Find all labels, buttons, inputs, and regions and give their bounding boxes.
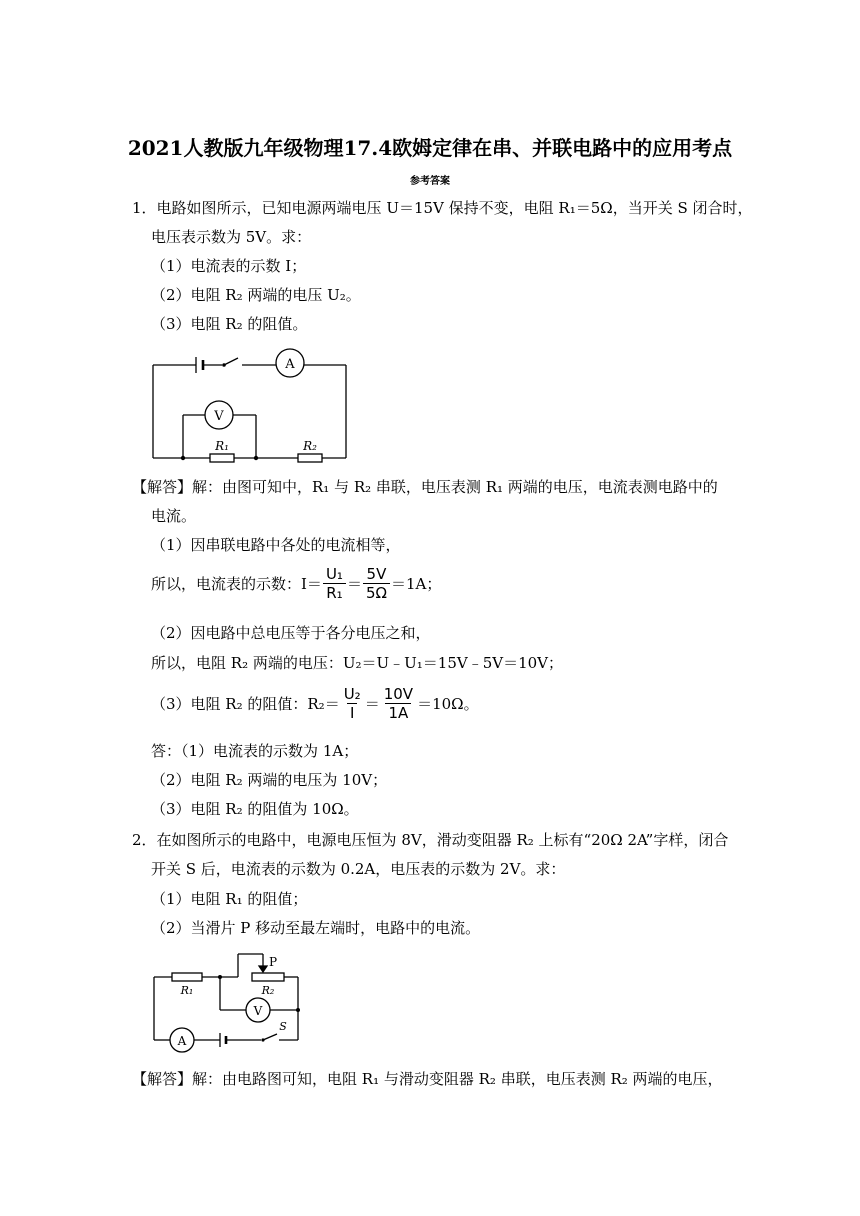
voltmeter-label: V	[214, 409, 224, 424]
q1-step1-formula: 所以，电流表的示数：I＝ $\frac{\text{U₁}}{\text{R₁}}$ ＝ $\frac{5V}{5\Omega}$ ＝1A；	[151, 565, 442, 602]
q2-circuit-diagram	[148, 950, 308, 1060]
fraction-u2-i: $\frac{\text{U₂}}{I}$	[343, 685, 361, 722]
switch-label: S	[279, 1020, 287, 1033]
q2-stem-line2: 开关 S 后，电流表的示数为 0.2A，电压表的示数为 2V。求：	[151, 860, 566, 878]
r1-label: R₁	[215, 439, 229, 453]
r2-label: R₂	[303, 439, 317, 453]
q2-stem-line1: 2．在如图所示的电路中，电源电压恒为 8V，滑动变阻器 R₂ 上标有“20Ω 2A”字样，闭合	[132, 831, 729, 849]
q1-step1-result: ＝1A；	[390, 574, 442, 593]
q1-step2-reason: （2）因电路中总电压等于各分电压之和，	[151, 624, 431, 642]
q1-step2-calc: 所以，电阻 R₂ 两端的电压：U₂＝U﹣U₁＝15V﹣5V＝10V；	[151, 654, 564, 672]
q1-part1: （1）电流表的示数 I；	[151, 257, 307, 275]
q1-solution-line2: 电流。	[151, 507, 197, 525]
q1-step3-prefix: （3）电阻 R₂ 的阻值：R₂＝	[151, 694, 340, 713]
q2-part2: （2）当滑片 P 移动至最左端时，电路中的电流。	[151, 919, 481, 937]
q1-step1-reason: （1）因串联电路中各处的电流相等，	[151, 536, 401, 554]
q1-answer1: 答：（1）电流表的示数为 1A；	[151, 742, 359, 760]
fraction-10v-1a: $\frac{10V}{1A}$	[383, 685, 414, 722]
q1-step1-prefix: 所以，电流表的示数：I＝	[151, 574, 322, 593]
q1-stem-line1: 1．电路如图所示，已知电源两端电压 U＝15V 保持不变，电阻 R₁＝5Ω，当开关 S 闭合时，	[132, 199, 753, 217]
q1-solution-line1: 【解答】解：由图可知中，R₁ 与 R₂ 串联，电压表测 R₁ 两端的电压，电流表测电路中的	[132, 478, 718, 496]
q1-answer2: （2）电阻 R₂ 两端的电压为 10V；	[151, 771, 388, 789]
fraction-u1-r1: $\frac{\text{U₁}}{\text{R₁}}$	[323, 565, 346, 602]
ammeter-label: A	[177, 1034, 187, 1048]
q1-circuit-diagram	[148, 346, 352, 466]
q1-step3-result: ＝10Ω。	[417, 694, 479, 713]
q1-stem-line2: 电压表示数为 5V。求：	[151, 228, 312, 246]
r2-label: R₂	[261, 984, 275, 997]
document-title: 2021人教版九年级物理17.4欧姆定律在串、并联电路中的应用考点	[127, 136, 733, 160]
ammeter-label: A	[285, 357, 295, 372]
q1-step3-formula: （3）电阻 R₂ 的阻值：R₂＝ $\frac{\text{U₂}}{I}$ ＝ $\frac{10V}{1A}$ ＝10Ω。	[151, 685, 479, 722]
q1-part3: （3）电阻 R₂ 的阻值。	[151, 315, 308, 333]
slider-label: P	[268, 955, 278, 969]
r1-label: R₁	[180, 984, 194, 997]
answer-key-label: 参考答案	[410, 176, 450, 187]
q1-part2: （2）电阻 R₂ 两端的电压 U₂。	[151, 286, 361, 304]
q2-part1: （1）电阻 R₁ 的阻值；	[151, 890, 308, 908]
voltmeter-label: V	[253, 1004, 263, 1018]
fraction-5v-5ohm: $\frac{5V}{5\Omega}$	[363, 565, 390, 602]
q2-solution-line1: 【解答】解：由电路图可知，电阻 R₁ 与滑动变阻器 R₂ 串联，电压表测 R₂ 两端的电压，	[132, 1070, 723, 1088]
q1-answer3: （3）电阻 R₂ 的阻值为 10Ω。	[151, 800, 359, 818]
